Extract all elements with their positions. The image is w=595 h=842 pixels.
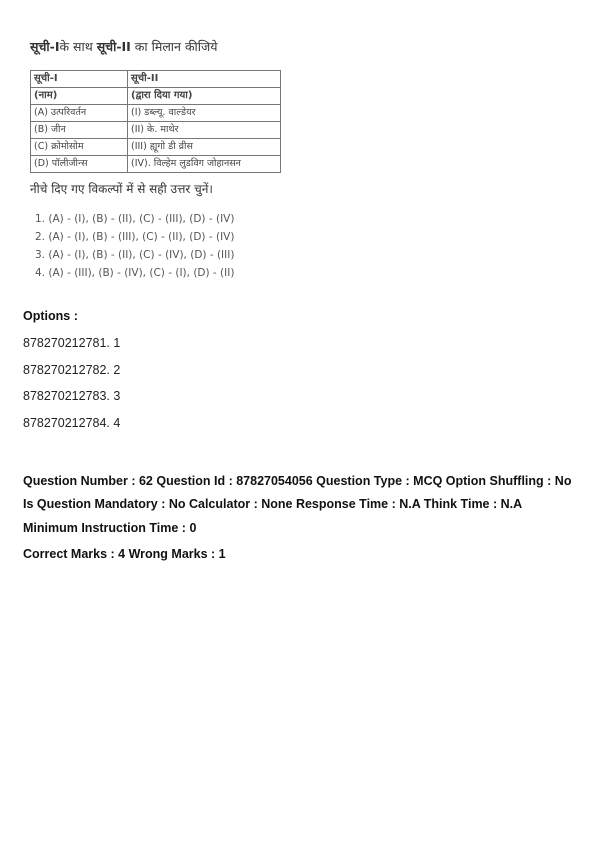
title-list2: सूची-II: [96, 39, 131, 54]
option-item: 878270212783. 3: [23, 389, 121, 403]
match-table: [30, 70, 281, 173]
title-list1: सूची-I: [30, 39, 60, 54]
answer-choice: 4. (A) - (III), (B) - (IV), (C) - (I), (D) - (II): [35, 267, 235, 279]
option-item: 878270212782. 2: [23, 363, 121, 377]
table-cell: (I) डब्ल्यू. वाल्डेयर: [128, 105, 281, 122]
title-with: के साथ: [59, 39, 97, 54]
answer-choice: 1. (A) - (I), (B) - (II), (C) - (III), (D) - (IV): [35, 213, 235, 225]
question-title: [30, 38, 218, 55]
table-cell: (IV). विल्हेम लुडविग जोहानसन: [128, 156, 281, 173]
table-cell: (C) क्रोमोसोम: [31, 139, 128, 156]
option-item: 878270212781. 1: [23, 336, 121, 350]
table-row: [31, 105, 281, 122]
question-meta-line: Minimum Instruction Time : 0: [23, 521, 197, 535]
table-cell: सूची-II: [128, 71, 281, 88]
question-meta-line: Correct Marks : 4 Wrong Marks : 1: [23, 547, 226, 561]
table-row: [31, 156, 281, 173]
question-instruction: नीचे दिए गए विकल्पों में से सही उत्तर चुनें।: [30, 182, 213, 196]
answer-choice: 2. (A) - (I), (B) - (III), (C) - (II), (D) - (IV): [35, 231, 235, 243]
table-row: [31, 139, 281, 156]
table-cell: (D) पॉलीजीन्स: [31, 156, 128, 173]
question-meta-line: Question Number : 62 Question Id : 87827054056 Question Type : MCQ Option Shuffling : No: [23, 474, 572, 488]
table-cell: (II) के. माथेर: [128, 122, 281, 139]
title-match: का मिलान कीजिये: [130, 39, 218, 54]
answer-choice: 3. (A) - (I), (B) - (II), (C) - (IV), (D) - (III): [35, 249, 235, 261]
table-cell: (नाम): [31, 88, 128, 105]
option-item: 878270212784. 4: [23, 416, 121, 430]
table-cell: (A) उत्परिवर्तन: [31, 105, 128, 122]
table-header-row: [31, 88, 281, 105]
table-cell: (III) ह्यूगो डी व्रीस: [128, 139, 281, 156]
question-meta-line: Is Question Mandatory : No Calculator : None Response Time : N.A Think Time : N.A: [23, 497, 523, 511]
table-header-row: [31, 71, 281, 88]
table-cell: (द्वारा दिया गया): [128, 88, 281, 105]
table-cell: सूची-I: [31, 71, 128, 88]
answer-choices: [35, 210, 234, 282]
options-label: Options :: [23, 309, 78, 323]
table-cell: (B) जीन: [31, 122, 128, 139]
table-row: [31, 122, 281, 139]
